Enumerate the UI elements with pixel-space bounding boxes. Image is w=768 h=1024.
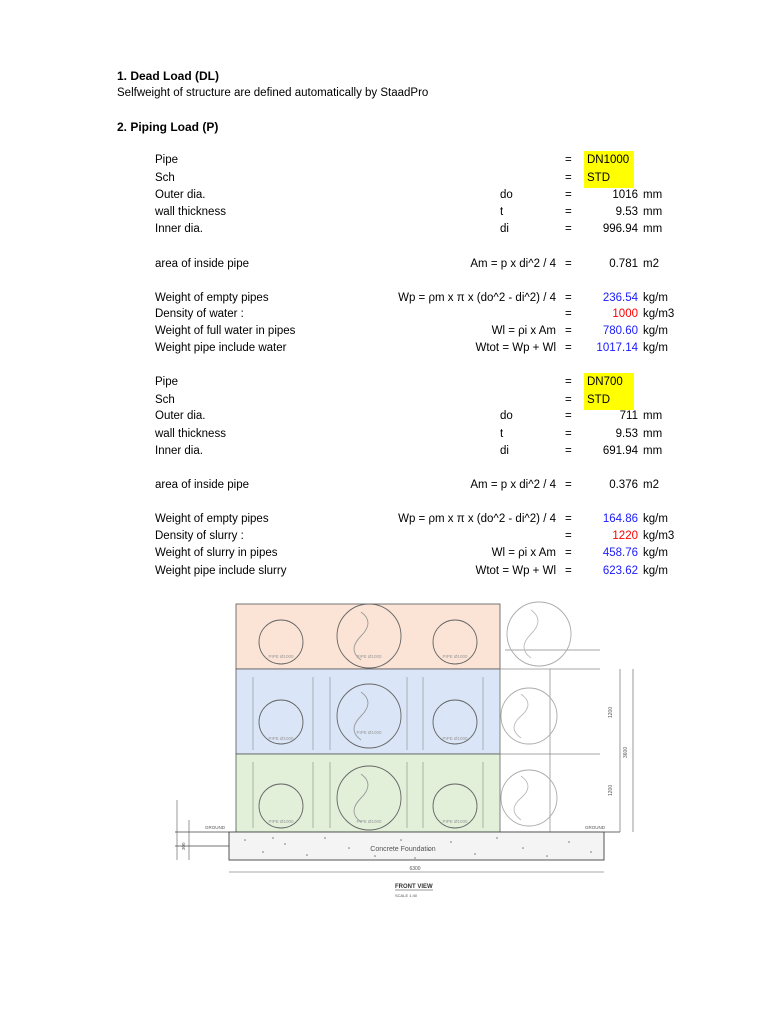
row-label: wall thickness bbox=[155, 206, 226, 218]
row-value: 996.94 bbox=[602, 223, 638, 235]
row-equals: = bbox=[565, 479, 572, 491]
row-unit: kg/m3 bbox=[643, 308, 675, 320]
row-label: Weight of empty pipes bbox=[155, 513, 269, 525]
row-label: area of inside pipe bbox=[155, 258, 249, 270]
row-unit: mm bbox=[643, 223, 663, 235]
row-equals: = bbox=[565, 154, 572, 166]
row-label: Weight pipe include water bbox=[155, 342, 287, 354]
front-view-title: FRONT VIEW bbox=[395, 884, 433, 890]
row-value: 623.62 bbox=[602, 565, 638, 577]
small-dimension: 300 bbox=[181, 842, 186, 850]
pipe-label: PIPE Ø1000 bbox=[442, 654, 468, 659]
row-equals: = bbox=[565, 410, 572, 422]
pipe1-row-inner bbox=[0, 221, 768, 238]
highlighted-value: DN700 bbox=[584, 373, 634, 392]
pipe-label: PIPE Ø1000 bbox=[268, 654, 294, 659]
row-formula: Wl = ρi x Am bbox=[491, 325, 556, 337]
row-equals: = bbox=[565, 428, 572, 440]
row-symbol: t bbox=[500, 428, 504, 440]
row-equals: = bbox=[565, 342, 572, 354]
row-label: area of inside pipe bbox=[155, 479, 249, 491]
pipe2-row-outer bbox=[0, 408, 768, 425]
pipe2-row-inner bbox=[0, 443, 768, 460]
ground-label-right: GROUND bbox=[585, 825, 605, 830]
row-value: 711 bbox=[619, 410, 638, 422]
row-equals: = bbox=[565, 172, 572, 184]
row-value: 236.54 bbox=[602, 292, 638, 304]
row-symbol: do bbox=[500, 189, 513, 201]
row-label: Weight pipe include slurry bbox=[155, 565, 287, 577]
row-formula: Wtot = Wp + Wl bbox=[475, 565, 556, 577]
top-tier-fill bbox=[236, 604, 500, 669]
row-equals: = bbox=[565, 445, 572, 457]
foundation-label: Concrete Foundation bbox=[370, 846, 436, 853]
row-label: Density of water : bbox=[155, 308, 244, 320]
row-value: 0.376 bbox=[609, 479, 638, 491]
row-formula: Wtot = Wp + Wl bbox=[475, 342, 556, 354]
row-value: 1000 bbox=[612, 308, 638, 320]
pipe2-row-total bbox=[0, 563, 768, 580]
pipe-icon bbox=[501, 688, 557, 744]
row-value: 164.86 bbox=[602, 513, 638, 525]
piping-load-title: 2. Piping Load (P) bbox=[117, 120, 219, 134]
row-label: Weight of empty pipes bbox=[155, 292, 269, 304]
row-value: 1016 bbox=[612, 189, 638, 201]
row-value: 458.76 bbox=[602, 547, 638, 559]
row-unit: mm bbox=[643, 428, 663, 440]
tier-dimension: 1200 bbox=[608, 784, 614, 796]
row-unit: m2 bbox=[643, 479, 659, 491]
row-symbol: do bbox=[500, 410, 513, 422]
mid-tier-fill bbox=[236, 669, 500, 754]
pipe-label: PIPE Ø1000 bbox=[442, 819, 468, 824]
row-unit: kg/m bbox=[643, 342, 668, 354]
pipe-label: PIPE Ø1000 bbox=[356, 730, 382, 735]
row-unit: m2 bbox=[643, 258, 659, 270]
row-formula: Am = p x di^2 / 4 bbox=[470, 258, 556, 270]
row-unit: kg/m bbox=[643, 292, 668, 304]
row-unit: kg/m bbox=[643, 513, 668, 525]
highlighted-value: STD bbox=[584, 391, 634, 410]
row-equals: = bbox=[565, 292, 572, 304]
width-dimension: 6300 bbox=[409, 866, 421, 872]
pipe1-row-empty bbox=[0, 290, 768, 307]
row-equals: = bbox=[565, 206, 572, 218]
row-equals: = bbox=[565, 223, 572, 235]
row-label: Weight of slurry in pipes bbox=[155, 547, 278, 559]
row-unit: mm bbox=[643, 189, 663, 201]
dead-load-text: Selfweight of structure are defined automatically by StaadPro bbox=[117, 87, 429, 99]
pipe1-row-area bbox=[0, 256, 768, 273]
row-unit: kg/m bbox=[643, 325, 668, 337]
row-unit: kg/m bbox=[643, 565, 668, 577]
pipe1-row-pipe bbox=[0, 152, 768, 169]
pipe-rack-front-view-drawing bbox=[145, 600, 629, 900]
row-equals: = bbox=[565, 394, 572, 406]
row-label: Pipe bbox=[155, 154, 179, 166]
row-equals: = bbox=[565, 325, 572, 337]
row-formula: Wp = ρm x π x (do^2 - di^2) / 4 bbox=[398, 513, 556, 525]
pipe2-row-wall bbox=[0, 426, 768, 443]
dead-load-title: 1. Dead Load (DL) bbox=[117, 69, 220, 83]
row-equals: = bbox=[565, 376, 572, 388]
pipe-label: PIPE Ø1000 bbox=[268, 736, 294, 741]
row-value: 1220 bbox=[612, 530, 638, 542]
row-equals: = bbox=[565, 565, 572, 577]
scale-label: SCALE 1:40 bbox=[395, 893, 418, 898]
pipe2-row-density bbox=[0, 528, 768, 545]
pipe1-row-density bbox=[0, 306, 768, 323]
pipe-icon bbox=[507, 602, 571, 666]
row-unit: mm bbox=[643, 410, 663, 422]
row-label: Outer dia. bbox=[155, 189, 206, 201]
pipe-label: PIPE Ø1000 bbox=[356, 819, 382, 824]
pipe-label: PIPE Ø1000 bbox=[356, 654, 382, 659]
row-value: 1017.14 bbox=[596, 342, 638, 354]
tier-dimension: 1200 bbox=[608, 706, 614, 718]
row-label: Sch bbox=[155, 394, 175, 406]
row-unit: kg/m3 bbox=[643, 530, 675, 542]
pipe2-row-full bbox=[0, 545, 768, 562]
pipe1-row-total bbox=[0, 340, 768, 357]
row-label: Sch bbox=[155, 172, 175, 184]
row-equals: = bbox=[565, 547, 572, 559]
pipe-label: PIPE Ø1000 bbox=[442, 736, 468, 741]
row-value: 691.94 bbox=[602, 445, 638, 457]
highlighted-value: STD bbox=[584, 169, 634, 188]
highlighted-value: DN1000 bbox=[584, 151, 634, 170]
pipe2-row-sch bbox=[0, 392, 768, 409]
row-equals: = bbox=[565, 513, 572, 525]
row-value: 9.53 bbox=[615, 428, 638, 440]
row-formula: Wp = ρm x π x (do^2 - di^2) / 4 bbox=[398, 292, 556, 304]
row-formula: Wl = ρi x Am bbox=[491, 547, 556, 559]
row-equals: = bbox=[565, 189, 572, 201]
pipe1-row-sch bbox=[0, 170, 768, 187]
pipe-label: PIPE Ø1000 bbox=[268, 819, 294, 824]
row-unit: mm bbox=[643, 445, 663, 457]
row-symbol: di bbox=[500, 223, 509, 235]
row-label: Inner dia. bbox=[155, 445, 203, 457]
row-equals: = bbox=[565, 258, 572, 270]
pipe2-row-empty bbox=[0, 511, 768, 528]
ground-label-left: GROUND bbox=[205, 825, 225, 830]
row-label: Weight of full water in pipes bbox=[155, 325, 296, 337]
total-height-dimension: 3600 bbox=[623, 746, 629, 758]
pipe1-row-wall bbox=[0, 204, 768, 221]
pipe2-row-pipe bbox=[0, 374, 768, 391]
pipe-icon bbox=[501, 770, 557, 826]
row-value: 9.53 bbox=[615, 206, 638, 218]
row-unit: mm bbox=[643, 206, 663, 218]
row-label: Density of slurry : bbox=[155, 530, 244, 542]
pipe2-row-area bbox=[0, 477, 768, 494]
row-label: Pipe bbox=[155, 376, 179, 388]
row-equals: = bbox=[565, 308, 572, 320]
row-symbol: t bbox=[500, 206, 504, 218]
row-symbol: di bbox=[500, 445, 509, 457]
pipe1-row-outer bbox=[0, 187, 768, 204]
pipe1-row-full bbox=[0, 323, 768, 340]
row-unit: kg/m bbox=[643, 547, 668, 559]
row-value: 0.781 bbox=[609, 258, 638, 270]
row-label: Outer dia. bbox=[155, 410, 206, 422]
row-formula: Am = p x di^2 / 4 bbox=[470, 479, 556, 491]
row-value: 780.60 bbox=[602, 325, 638, 337]
row-label: wall thickness bbox=[155, 428, 226, 440]
row-label: Inner dia. bbox=[155, 223, 203, 235]
row-equals: = bbox=[565, 530, 572, 542]
